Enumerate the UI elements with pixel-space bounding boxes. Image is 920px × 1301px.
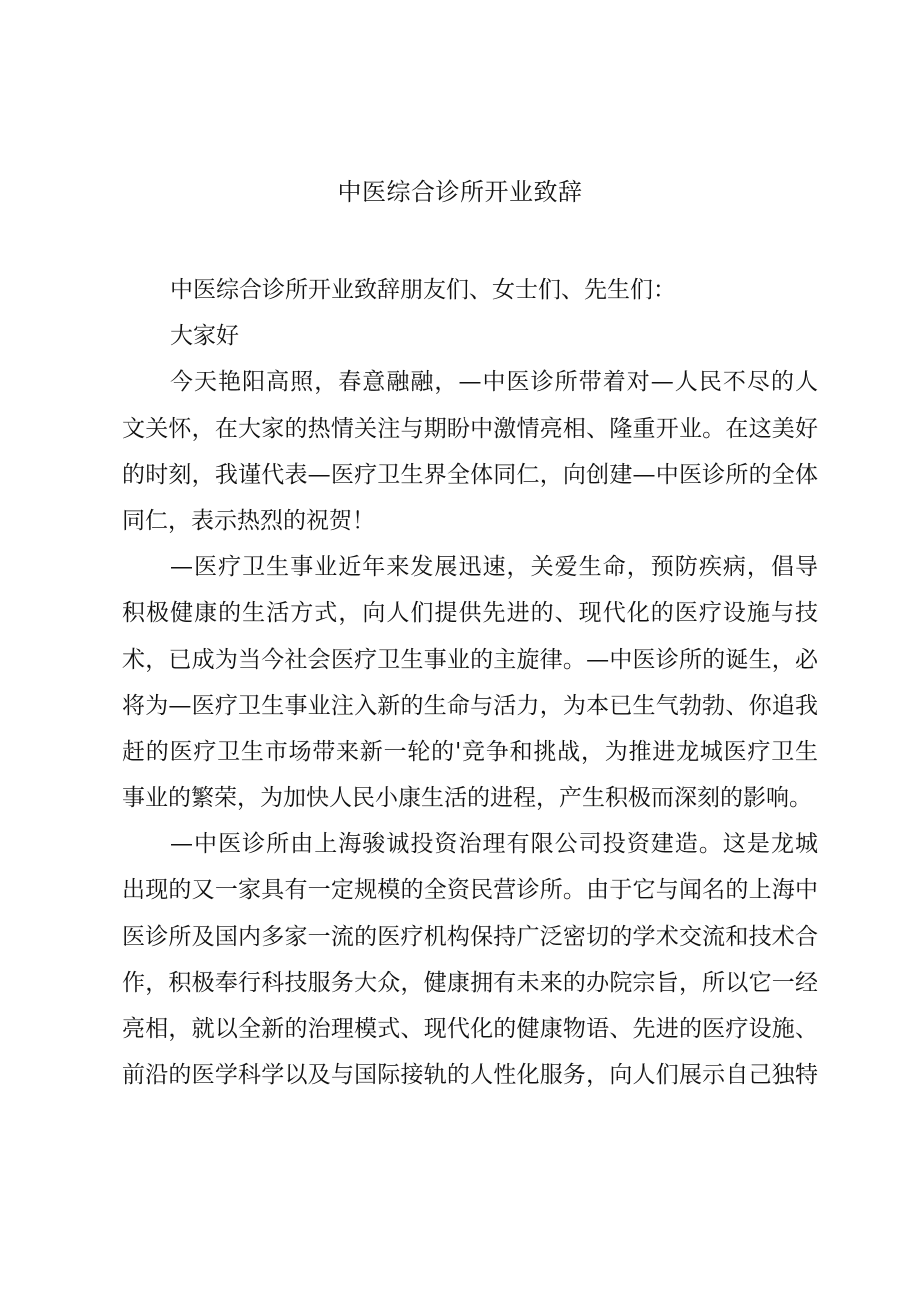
text-line: 文关怀，在大家的热情关注与期盼中激情亮相、隆重开业。在这美好 xyxy=(122,415,818,442)
text-line: 的时刻，我谨代表—医疗卫生界全体同仁，向创建—中医诊所的全体 xyxy=(122,461,818,488)
text-line: 作，积极奉行科技服务大众，健康拥有未来的办院宗旨，所以它一经 xyxy=(122,969,818,996)
text-line: 积极健康的生活方式，向人们提供先进的、现代化的医疗设施与技 xyxy=(122,600,818,627)
text-line: —医疗卫生事业近年来发展迅速，关爱生命，预防疾病，倡导 xyxy=(170,554,818,581)
text-line: 今天艳阳高照，春意融融，—中医诊所带着对—人民不尽的人 xyxy=(170,369,818,396)
text-line: 术，已成为当今社会医疗卫生事业的主旋律。—中医诊所的诞生，必 xyxy=(122,646,818,673)
text-line: 同仁，表示热烈的祝贺！ xyxy=(122,507,375,534)
text-line: 中医综合诊所开业致辞朋友们、女士们、先生们： xyxy=(170,277,676,303)
text-line: 出现的又一家具有一定规模的全资民营诊所。由于它与闻名的上海中 xyxy=(122,877,818,904)
text-line: 医诊所及国内多家一流的医疗机构保持广泛密切的学术交流和技术合 xyxy=(122,923,818,950)
document-title: 中医综合诊所开业致辞 xyxy=(337,178,583,206)
text-line: 赶的医疗卫生市场带来新一轮的'竞争和挑战，为推进龙城医疗卫生 xyxy=(122,738,818,765)
text-line: 事业的繁荣，为加快人民小康生活的进程，产生积极而深刻的影响。 xyxy=(122,785,812,812)
text-line: —中医诊所由上海骏诚投资治理有限公司投资建造。这是龙城 xyxy=(170,831,818,858)
text-line: 大家好 xyxy=(170,323,239,350)
text-line: 亮相，就以全新的治理模式、现代化的健康物语、先进的医疗设施、 xyxy=(122,1016,818,1042)
text-line: 前沿的医学科学以及与国际接轨的人性化服务，向人们展示自己独特 xyxy=(122,1062,818,1089)
text-line: 将为—医疗卫生事业注入新的生命与活力，为本已生气勃勃、你追我 xyxy=(122,692,818,719)
document-body xyxy=(122,267,818,1098)
